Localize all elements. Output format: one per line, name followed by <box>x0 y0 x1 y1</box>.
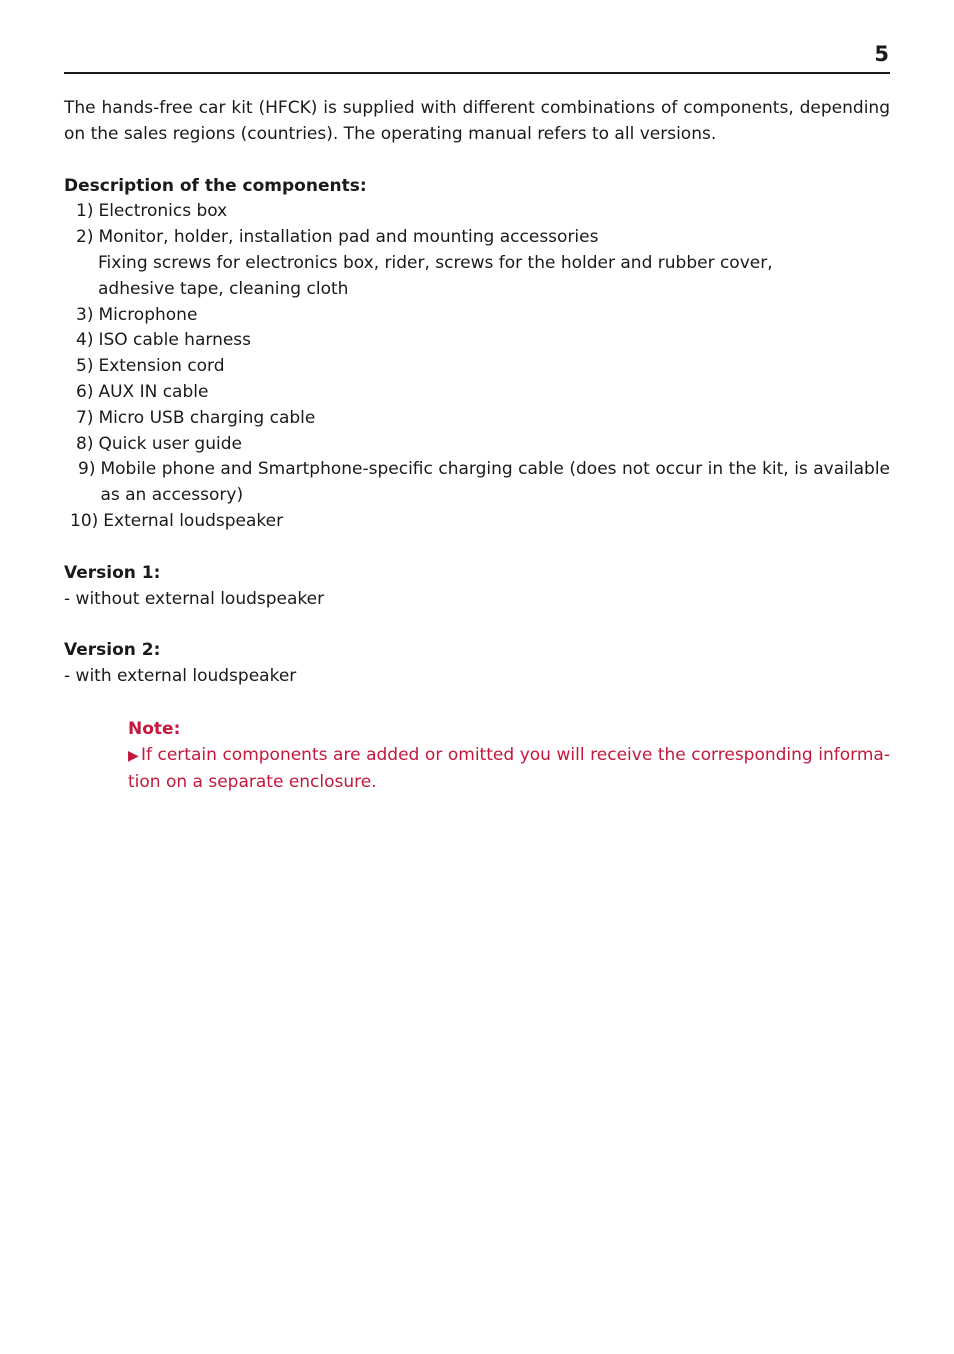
item-text: Quick user guide <box>98 433 242 454</box>
item-number: 10) <box>70 510 99 531</box>
item-text: Electronics box <box>98 201 228 222</box>
item-text: External loudspeaker <box>103 510 284 531</box>
page-content <box>64 96 890 795</box>
item-number: 1) <box>76 201 94 222</box>
list-item <box>64 328 890 354</box>
item-text: Micro USB charging cable <box>98 407 316 428</box>
item-text <box>98 225 890 251</box>
triangle-bullet-icon: ▶ <box>128 747 139 764</box>
list-item <box>64 354 890 380</box>
list-item <box>64 509 890 535</box>
header-rule <box>64 72 890 74</box>
list-item-sub <box>64 251 890 277</box>
item-text: ISO cable harness <box>98 330 252 351</box>
intro-paragraph: The hands-free car kit (HFCK) is supplied with different combinations of components, depending on the sales regions (countries). The operating manual refers to all versions. <box>64 98 890 144</box>
item-text: AUX IN cable <box>98 381 209 402</box>
components-heading: Description of the components: <box>64 175 367 196</box>
item-number: 7) <box>76 407 94 428</box>
note-title: Note: <box>128 718 181 739</box>
note-text: If certain components are added or omitted you will receive the corresponding informa-tion on a separate enclosure. <box>128 744 890 792</box>
list-item <box>64 457 890 509</box>
item-number: 8) <box>76 433 94 454</box>
version2-heading: Version 2: <box>64 640 161 661</box>
note-box <box>128 716 890 795</box>
list-item <box>64 432 890 458</box>
item-number: 9) <box>78 459 96 480</box>
item-text: Mobile phone and Smartphone-specific charging cable (does not occur in the kit, is available as an accessory) <box>100 459 890 506</box>
components-list <box>64 199 890 534</box>
item-number: 6) <box>76 381 94 402</box>
item-text: Extension cord <box>98 356 225 377</box>
item-number: 5) <box>76 356 94 377</box>
page-number: 5 <box>874 42 889 66</box>
note-text-block <box>128 742 890 795</box>
list-item-sub <box>64 277 890 303</box>
list-item <box>64 303 890 329</box>
item-subtext: Fixing screws for electronics box, rider, screws for the holder and rubber cover, <box>98 252 773 273</box>
item-number: 3) <box>76 304 94 325</box>
list-item <box>64 380 890 406</box>
version1-heading: Version 1: <box>64 562 161 583</box>
version1-text: - without external loudspeaker <box>64 588 325 609</box>
list-item <box>64 406 890 432</box>
list-item <box>64 225 890 251</box>
version2-text: - with external loudspeaker <box>64 666 297 687</box>
item-number: 4) <box>76 330 94 351</box>
item-main-text: Monitor, holder, installation pad and mounting accessories <box>98 227 599 248</box>
item-subtext: adhesive tape, cleaning cloth <box>98 278 349 299</box>
list-item <box>64 199 890 225</box>
item-text: Microphone <box>98 304 198 325</box>
item-number: 2) <box>76 227 94 248</box>
